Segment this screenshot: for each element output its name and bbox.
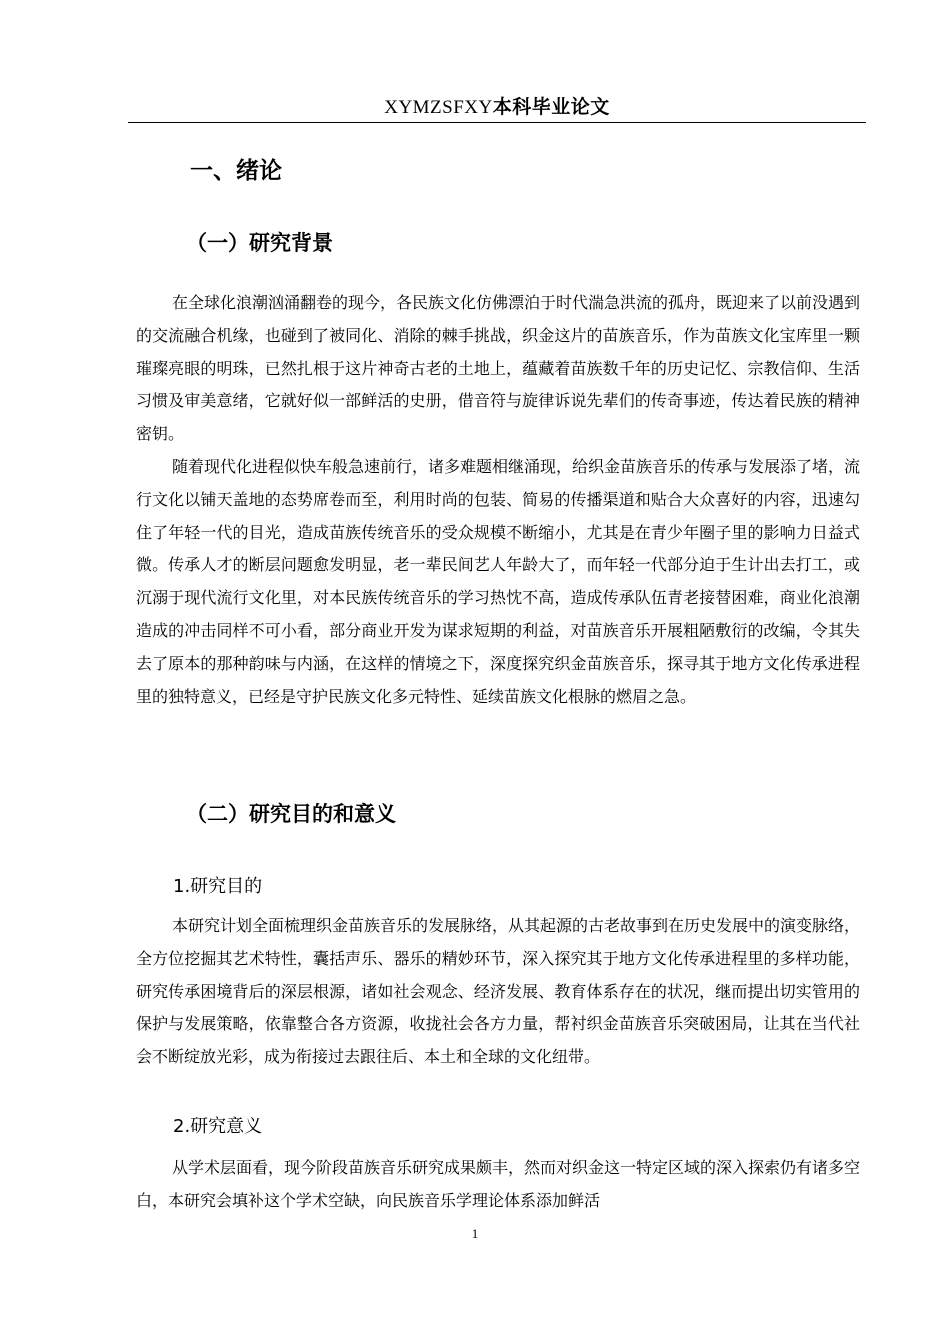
subsection-title-significance: 2.研究意义	[173, 1116, 263, 1137]
page-header	[128, 93, 866, 122]
paragraph-purpose: 本研究计划全面梳理织金苗族音乐的发展脉络，从其起源的古老故事到在历史发展中的演变脉络，全方位挖掘其艺术特性，囊括声乐、器乐的精妙环节，深入探究其于地方文化传承进程里的多样功能，研究传承困境背后的深层根源，诸如社会观念、经济发展、教育体系存在的状况，继而提出切实管用的保护与发展策略，依靠整合各方资源，收拢社会各方力量，帮衬织金苗族音乐突破困局，让其在当代社会不断绽放光彩，成为衔接过去跟往后、本土和全球的文化纽带。	[136, 916, 861, 1067]
page-number: 1	[471, 1226, 479, 1241]
subsection-title-purpose: 1.研究目的	[173, 876, 263, 897]
section-title-purpose-significance: （二）研究目的和意义	[186, 802, 396, 826]
paragraph-background-2: 随着现代化进程似快车般急速前行，诸多难题相继涌现，给织金苗族音乐的传承与发展添了堵，流行文化以铺天盖地的态势席卷而至，利用时尚的包装、简易的传播渠道和贴合大众喜好的内容，迅速勾住了年轻一代的目光，造成苗族传统音乐的受众规模不断缩小，尤其是在青少年圈子里的影响力日益式微。传承人才的断层问题愈发明显，老一辈民间艺人年龄大了，而年轻一代部分迫于生计出去打工，或沉溺于现代流行文化里，对本民族传统音乐的学习热忱不高，造成传承队伍青老接替困难，商业化浪潮造成的冲击同样不可小看，部分商业开发为谋求短期的利益，对苗族音乐开展粗陋敷衍的改编，令其失去了原本的那种韵味与内涵，在这样的情境之下，深度探究织金苗族音乐，探寻其于地方文化传承进程里的独特意义，已经是守护民族文化多元特性、延续苗族文化根脉的燃眉之急。	[136, 457, 861, 706]
paragraph-background-1: 在全球化浪潮汹涌翻卷的现今，各民族文化仿佛漂泊于时代湍急洪流的孤舟，既迎来了以前没遇到的交流融合机缘，也碰到了被同化、消除的棘手挑战，织金这片的苗族音乐，作为苗族文化宝库里一颗璀璨亮眼的明珠，已然扎根于这片神奇古老的土地上，蕴藏着苗族数千年的历史记忆、宗教信仰、生活习惯及审美意绪，它就好似一部鲜活的史册，借音符与旋律诉说先辈们的传奇事迹，传达着民族的精神密钥。	[136, 293, 861, 444]
header-school-code: XYMZSFXY	[384, 97, 493, 118]
chapter-title: 一、绪论	[190, 158, 282, 184]
header-rule	[128, 122, 866, 123]
header-document-kind: 本科毕业论文	[492, 96, 610, 118]
section-title-background: （一）研究背景	[186, 231, 333, 255]
paragraph-significance: 从学术层面看，现今阶段苗族音乐研究成果颇丰，然而对织金这一特定区域的深入探索仍有诸多空白，本研究会填补这个学术空缺，向民族音乐学理论体系添加鲜活	[136, 1158, 861, 1210]
